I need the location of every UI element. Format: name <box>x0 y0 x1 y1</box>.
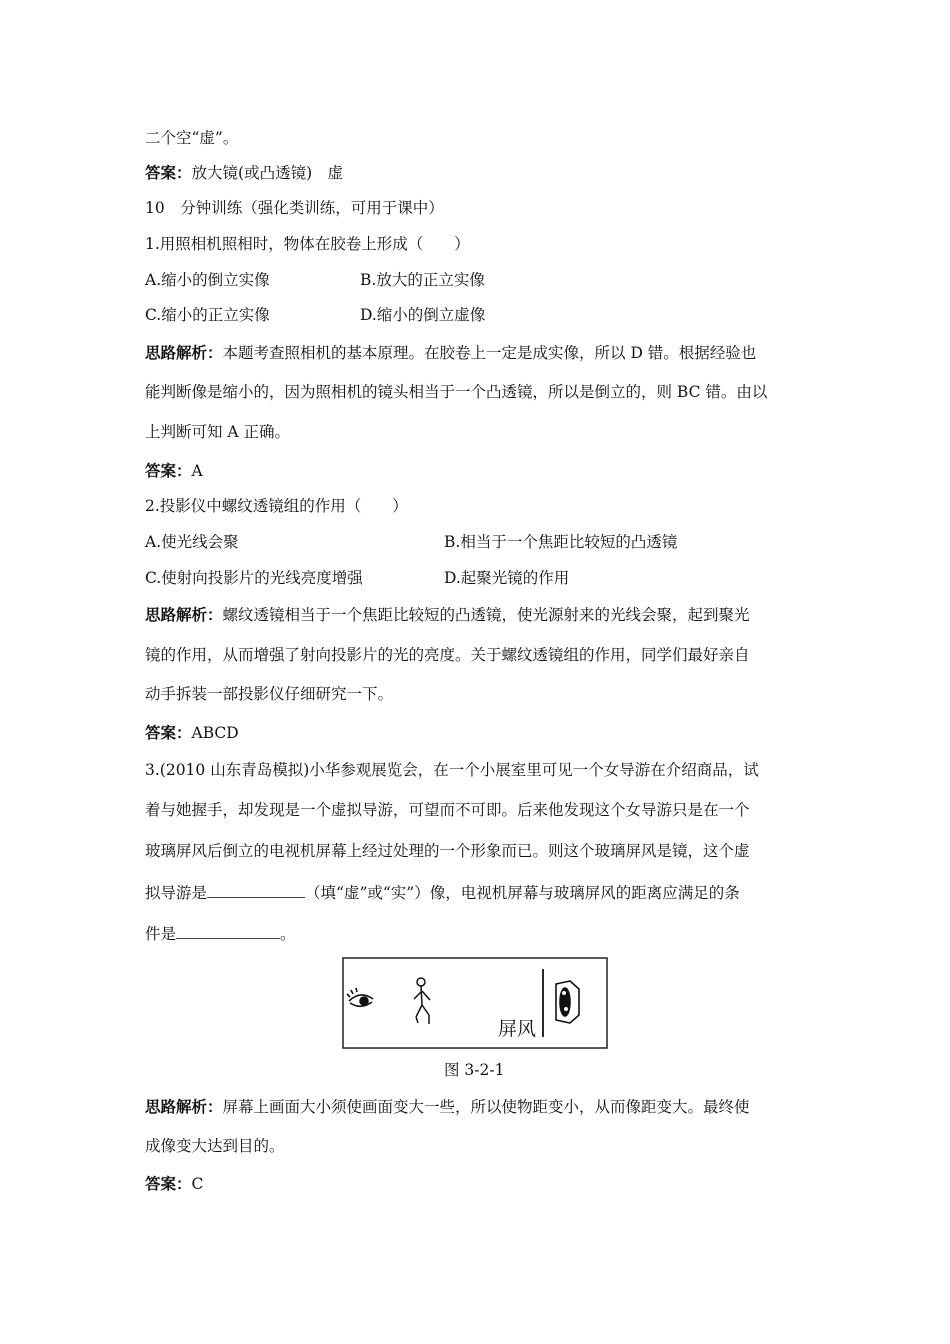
tv-icon <box>556 981 579 1023</box>
explanation-text: 螺纹透镜相当于一个焦距比较短的凸透镜，使光源射来的光线会聚，起到聚光 <box>222 606 750 624</box>
text-segment: （填“虚”或“实”）像，电视机屏幕与玻璃屏风的距离应满足的条 <box>305 884 740 902</box>
option-1c: C.缩小的正立实像 <box>145 306 270 324</box>
answer-text: A <box>191 462 203 480</box>
answer-text: C <box>191 1175 204 1193</box>
text-segment: 拟导游是 <box>145 884 208 902</box>
explanation-2-line-3: 动手拆装一部投影仪仔细研究一下。 <box>145 685 394 703</box>
option-2d: D.起聚光镜的作用 <box>444 569 570 587</box>
option-2c: C.使射向投影片的光线亮度增强 <box>145 569 363 587</box>
explanation-label: 思路解析： <box>145 606 223 624</box>
option-2a: A.使光线会聚 <box>145 533 239 551</box>
text-line: 二个空“虚”。 <box>145 129 239 147</box>
answer-text: 放大镜(或凸透镜) 虚 <box>191 164 344 182</box>
question-3-line-5 <box>145 924 296 944</box>
eye-icon <box>347 988 373 1006</box>
person-icon <box>414 978 430 1024</box>
explanation-3-line-1 <box>145 1097 750 1117</box>
explanation-1-line-2: 能判断像是缩小的，因为照相机的镜头相当于一个凸透镜，所以是倒立的，则 BC 错。由以 <box>145 383 768 401</box>
explanation-text: 屏幕上画面大小须使画面变大一些，所以使物距变小，从而像距变大。最终使 <box>222 1098 750 1116</box>
explanation-3-line-2: 成像变大达到目的。 <box>145 1137 285 1155</box>
question-2: 2.投影仪中螺纹透镜组的作用（ ） <box>145 497 408 515</box>
answer-label: 答案： <box>145 1175 192 1193</box>
explanation-1-line-1 <box>145 343 756 363</box>
answer-line <box>145 723 239 743</box>
answer-line <box>145 461 203 481</box>
explanation-label: 思路解析： <box>145 344 223 362</box>
option-1d: D.缩小的倒立虚像 <box>360 306 486 324</box>
answer-line <box>145 1174 203 1194</box>
option-2b: B.相当于一个焦距比较短的凸透镜 <box>444 533 678 551</box>
explanation-text: 本题考查照相机的基本原理。在胶卷上一定是成实像，所以 D 错。根据经验也 <box>222 344 757 362</box>
figure-3-2-1 <box>342 957 608 1049</box>
option-1b: B.放大的正立实像 <box>360 271 485 289</box>
figure-caption: 图 3-2-1 <box>444 1061 505 1079</box>
figure-diagram <box>342 957 608 1049</box>
fill-blank <box>207 883 305 898</box>
answer-label: 答案： <box>145 724 192 742</box>
question-3-line-1: 3.(2010 山东青岛模拟)小华参观展览会，在一个小展室里可见一个女导游在介绍商品，试 <box>145 761 759 779</box>
explanation-label: 思路解析： <box>145 1098 223 1116</box>
question-3-line-3: 玻璃屏风后倒立的电视机屏幕上经过处理的一个形象而已。则这个玻璃屏风是镜，这个虚 <box>145 842 750 860</box>
text-segment: 件是 <box>145 925 177 943</box>
section-heading: 10 分钟训练（强化类训练，可用于课中） <box>145 199 444 217</box>
option-1a: A.缩小的倒立实像 <box>145 271 270 289</box>
answer-label: 答案： <box>145 462 192 480</box>
text-segment: 。 <box>280 925 296 943</box>
fill-blank <box>176 924 280 939</box>
answer-text: ABCD <box>191 724 239 742</box>
question-3-line-2: 着与她握手，却发现是一个虚拟导游，可望而不可即。后来他发现这个女导游只是在一个 <box>145 801 750 819</box>
figure-label: 屏风 <box>498 1018 537 1040</box>
explanation-1-line-3: 上判断可知 A 正确。 <box>145 423 291 441</box>
answer-line <box>145 163 343 183</box>
question-3-line-4 <box>145 883 740 903</box>
answer-label: 答案： <box>145 164 192 182</box>
explanation-2-line-2: 镜的作用，从而增强了射向投影片的光的亮度。关于螺纹透镜组的作用，同学们最好亲自 <box>145 646 750 664</box>
question-1: 1.用照相机照相时，物体在胶卷上形成（ ） <box>145 235 470 253</box>
explanation-2-line-1 <box>145 605 750 625</box>
